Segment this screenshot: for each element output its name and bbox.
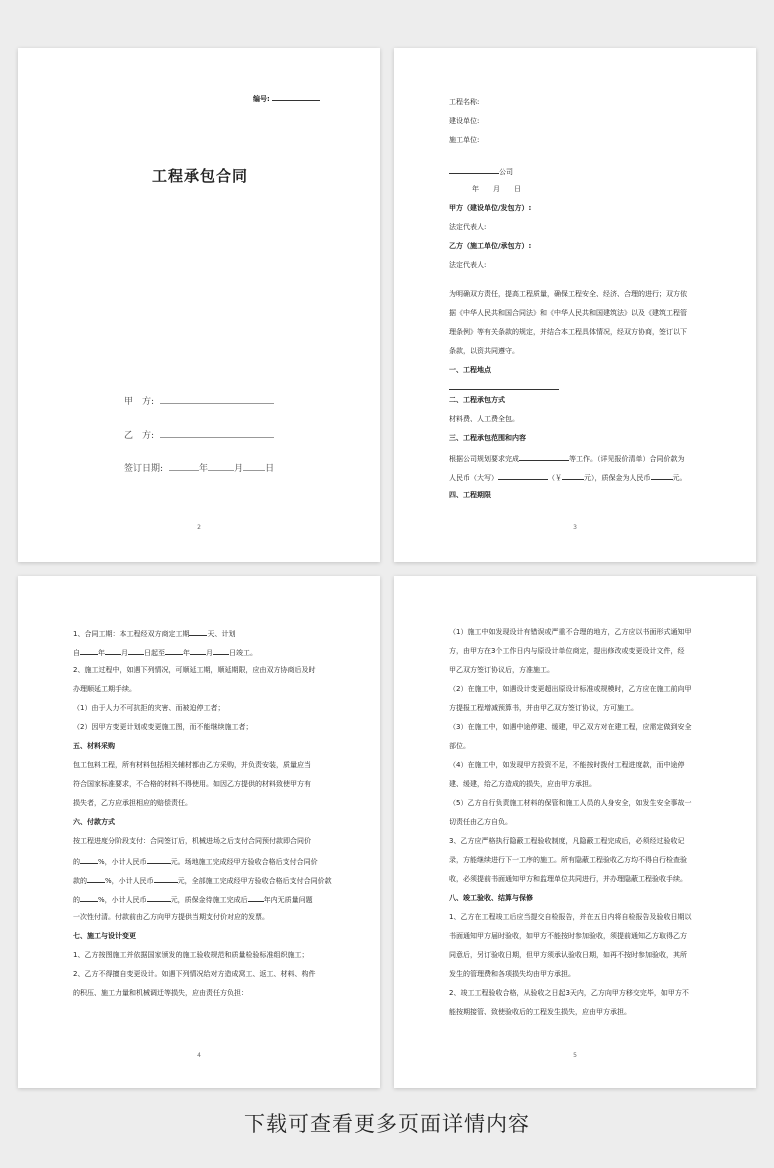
project-name: 工程名称: [449,98,480,106]
party-b-rep: 法定代表人: [449,261,487,269]
section-heading: 五、材料采购 [73,742,115,750]
section-heading: 七、施工与设计变更 [73,932,136,940]
para-line: 自 年 月 日起至 年 月 日竣工。 [73,649,257,657]
para-line: 2、施工过程中，如遇下列情况，可顺延工期，顺延期限，应由双方协商后及时 [73,666,316,674]
para-line: 理条例》等有关条款的规定，并结合本工程具体情况，经双方协商，签订以下 [449,328,687,336]
para-line: 办理顺延工期手续。 [73,685,136,693]
party-a-field: 甲 方: [124,394,274,407]
para-line: 根据公司规划要求完成 等工作。（详见报价清单）合同价款为 [449,455,685,463]
section-heading: 二、工程承包方式 [449,396,505,404]
para-line: 部位。 [449,742,470,750]
para-line: 符合国家标准要求，不合格的材料不得使用。如因乙方提供的材料致使甲方有 [73,780,311,788]
section-heading: 三、工程承包范围和内容 [449,434,526,442]
owner-unit: 建设单位: [449,117,480,125]
page-number: 3 [573,524,577,531]
section-heading: 八、竣工验收、结算与保修 [449,894,533,902]
para-line: 建、缓建，给乙方造成的损失，应由甲方承担。 [449,780,596,788]
para-line: （2）因甲方变更计划或变更施工图，而不能继续施工者； [73,723,253,731]
para-line: 2、乙方不得擅自变更设计。如遇下列情况给对方造成窝工、返工、材料、构件 [73,970,316,978]
para-line: 书面通知甲方届时验收，如甲方不能按时参加验收，须提前通知乙方取得乙方 [449,932,687,940]
para-line: 方，由甲方在3个工作日内与原设计单位商定，提出修改或变更设计文件，经 [449,647,685,655]
download-prompt[interactable]: 下载可查看更多页面详情内容 [244,1112,530,1136]
para-line: 款的 %，小计人民币 元，全部施工完成经甲方验收合格后支付合同价款 [73,877,332,885]
para-line: 2、竣工工程验收合格，从验收之日起3天内，乙方向甲方移交完毕，如甲方不 [449,989,689,997]
para-line: 条款，以资共同遵守。 [449,347,519,355]
para-line: （1）施工中如发现设计有错误或严重不合理的地方，乙方应以书面形式通知甲 [449,628,692,636]
para-line: 发生的管理费和各项损失均由甲方承担。 [449,970,575,978]
page-number: 5 [573,1052,577,1059]
contractor-unit: 施工单位: [449,136,480,144]
page-4 [18,576,380,1088]
para-line: （1）由于人力不可抗拒的灾害、而被迫停工者； [73,704,225,712]
page-2 [18,48,380,562]
page-number: 4 [197,1052,201,1059]
para-line: （4）在施工中，如发现甲方投资不足，不能按时拨付工程进度款，而中途停 [449,761,685,769]
para-line: 1、乙方按图施工并依据国家颁发的施工验收规范和质量检验标准组织施工； [73,951,309,959]
sign-date-field: 签订日期: 年 月 日 [124,461,274,474]
party-a-heading: 甲方（建设单位/发包方）: [449,204,532,212]
company-line: 公司 [449,166,513,177]
para-line: 的 %，小计人民币 元。场地施工完成经甲方验收合格后支付合同价 [73,858,318,866]
para-line: 3、乙方应严格执行隐蔽工程验收制度，凡隐蔽工程完成后，必须经过验收记 [449,837,685,845]
para-line: 为明确双方责任，提高工程质量，确保工程安全、经济、合理的进行；双方依 [449,290,687,298]
page-number: 2 [197,524,201,531]
para-line: 方提报工程增减预算书，并由甲乙双方签订协议，方可施工。 [449,704,638,712]
contract-title: 工程承包合同 [152,167,249,185]
serial-number: 编号: [253,93,320,104]
party-b-heading: 乙方（施工单位/承包方）: [449,242,532,250]
para-line: 1、乙方在工程竣工后应当提交自检报告，并在五日内将自检报告及验收日期以 [449,913,692,921]
para-line: 的 %，小计人民币 元，质保金待施工完成后 年内无质量问题 [73,896,313,904]
para-line: （5）乙方自行负责施工材料的保管和施工人员的人身安全，如发生安全事故一 [449,799,692,807]
para-line: 包工包料工程，所有材料包括相关辅材都由乙方采购，并负责安装，质量应当 [73,761,311,769]
para-line: 收，必须提前书面通知甲方和监理单位共同进行，并办理隐蔽工程验收手续。 [449,875,687,883]
para-line: 一次性付清。付款前由乙方向甲方提供当期支付价对应的发票。 [73,913,269,921]
section-heading: 四、工程期限 [449,491,491,499]
section-heading: 一、工程地点 [449,366,491,374]
para-line: 甲乙双方签订协议后，方准施工。 [449,666,554,674]
party-a-rep: 法定代表人: [449,223,487,231]
location-blank [449,382,559,393]
page-5 [394,576,756,1088]
para-line: 损失者，乙方应承担相应的赔偿责任。 [73,799,192,807]
para-line: 据《中华人民共和国合同法》和《中华人民共和国建筑法》以及《建筑工程管 [449,309,687,317]
page-3 [394,48,756,562]
para-line: 人民币（大写） （￥ 元），质保金为人民币 元。 [449,474,687,482]
para-line: 1、合同工期：本工程经双方商定工期 天、计划 [73,630,236,638]
date-line: 年 月 日 [472,185,521,193]
para-line: 录，方能继续进行下一工序的施工。所有隐蔽工程验收乙方均不得自行检查验 [449,856,687,864]
para-line: 材料费、人工费全包。 [449,415,519,423]
party-b-field: 乙 方: [124,428,274,441]
para-line: 同意后，另订验收日期，但甲方须承认验收日期，如再不按时参加验收，其所 [449,951,687,959]
para-line: 能按期接管、致使验收后的工程发生损失，应由甲方承担。 [449,1008,631,1016]
para-line: （3）在施工中，如遇中途停建、缓建，甲乙双方对在建工程，应需定做到安全 [449,723,692,731]
para-line: 按工程进度分阶段支付：合同签订后，机械进场之后支付合同预付款即合同价 [73,837,311,845]
para-line: 切责任由乙方自负。 [449,818,512,826]
para-line: 的积压、施工力量和机械调迁等损失，应由责任方负担： [73,989,248,997]
section-heading: 六、付款方式 [73,818,115,826]
para-line: （2）在施工中，如遇设计变更超出原设计标准或规模时，乙方应在施工前向甲 [449,685,692,693]
